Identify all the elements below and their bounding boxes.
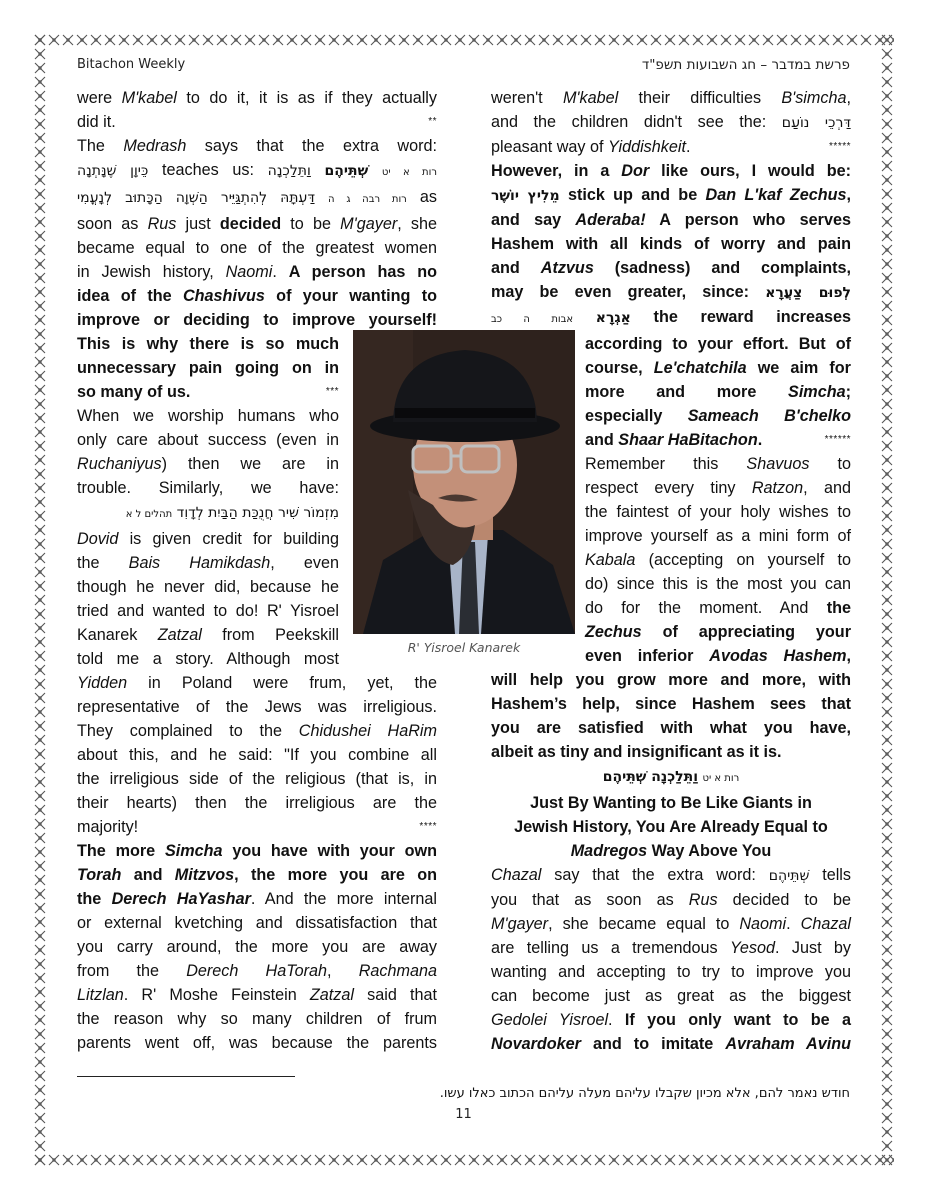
text-line: will help you grow more and more, with (491, 671, 851, 689)
text-line: Kabala (accepting on yourself to (585, 551, 851, 569)
text-line: This is why there is so much (77, 335, 339, 353)
text-line: are telling us a tremendous Yesod. Just by (491, 939, 852, 957)
text-line: became equal to one of the greatest women (77, 239, 437, 257)
hebrew-verse-heading: וַתֵּלַכְנָה שְׁתֵּיהֶם רות א יט (602, 769, 740, 785)
text-line: כֵּיוָן שֶׁנָּתְנָה teaches us: וַתֵּלַכְנָה שְׁתֵּיהֶם רות א יט (77, 161, 437, 179)
text-line: M'gayer, she became equal to Naomi. Chazal (491, 915, 852, 933)
text-line: trouble. Similarly, we have: (77, 479, 339, 497)
text-line: the reason why so many children of frum (77, 1010, 437, 1028)
text-line: do for the moment. And the (585, 599, 851, 617)
text-line: and say Aderaba! A person who serves (491, 211, 851, 229)
border-left (33, 33, 47, 1167)
text-line: Gedolei Yisroel. If you only want to be a (491, 1011, 851, 1029)
text-line: unnecessary pain going on in (77, 359, 339, 377)
portrait-photo (353, 330, 575, 634)
text-line: the irreligious side of the religious (that is, in (77, 770, 437, 788)
text-line: in Jewish history, Naomi. A person has no (77, 263, 437, 281)
text-line: about this, and he said: "If you combine all (77, 746, 437, 764)
source-citation: רות א יט (702, 773, 740, 784)
text-line: Torah and Mitzvos, the more you are on (77, 866, 437, 884)
text-line: the Derech HaYashar. And the more internal (77, 890, 437, 908)
text-line: you are satisfied with what you have, (491, 719, 851, 737)
hebrew-quote: כֵּיוָן שֶׁנָּתְנָה (77, 163, 149, 179)
text-line: wanting and accepting to try to improve you (491, 963, 851, 981)
text-line: especially Sameach B'chelko (585, 407, 851, 425)
footnote-separator (77, 1076, 295, 1077)
source-citation: אבות ה כב (491, 314, 574, 325)
section-heading-line-3: Madregos Way Above You (570, 842, 772, 860)
text-line: Kanarek Zatzal from Peekskill (77, 626, 339, 644)
source-citation: רות רבה ג ה (328, 194, 407, 205)
border-right (880, 33, 894, 1167)
text-line: from the Derech HaTorah, Rachmana (77, 962, 437, 980)
section-heading-line-2: Jewish History, You Are Already Equal to (514, 818, 828, 836)
text-line: אבות ה כב אַגְרָא the reward increases (491, 308, 851, 326)
portrait-illustration-icon (353, 330, 575, 634)
text-line: and Atzvus (sadness) and complaints, (491, 259, 852, 277)
hebrew-quote: וַתֵּלַכְנָה (267, 163, 311, 179)
hebrew-quote: אַגְרָא (595, 310, 631, 326)
text-line: so many of us. *** (77, 380, 339, 404)
text-line: and the children didn't see the: דַּרְכֵי נוֹעַם (491, 113, 851, 131)
text-line: They complained to the Chidushei HaRim (77, 722, 437, 740)
page-number: 11 (455, 1107, 472, 1122)
text-line: you carry around, the more you are away (77, 938, 437, 956)
text-line: מֵלִיץ יוֹשֶׁר stick up and be Dan L'kaf Zechus, (491, 186, 851, 204)
text-line: may be even greater, since: לְפוּם צַעֲרָא (491, 283, 852, 301)
section-separator: ** (428, 116, 437, 127)
text-line: Remember this Shavuos to (585, 455, 852, 473)
text-line: Novardoker and to imitate Avraham Avinu (491, 1035, 851, 1053)
text-line: representative of the Jews was irreligious. (77, 698, 437, 716)
text-line: their hearts) then the irreligious are the (77, 794, 437, 812)
hebrew-quote: מִזְמוֹר שִׁיר חֲנֻכַּת הַבַּיִת לְדָוִד (176, 505, 339, 521)
hebrew-quote: דַּרְכֵי נוֹעַם (781, 115, 851, 131)
text-line: The more Simcha you have with your own (77, 842, 437, 860)
text-line: only care about success (even in (77, 431, 339, 449)
text-line: Dovid is given credit for building (77, 530, 339, 548)
text-line: Hashem with all kinds of worry and pain (491, 235, 851, 253)
text-line: דַּעְתָּהּ לְהִתְגַּיֵּיר הַשְׁוָה הַכָּתוּב לְנָעֳמִי רות רבה ג ה as (77, 188, 438, 206)
text-line: told me a story. Although most (77, 650, 339, 668)
text-line: do) since this is the most you can (585, 575, 851, 593)
text-line: majority! **** (77, 815, 437, 839)
text-line: weren't M'kabel their difficulties B'simcha, (491, 89, 851, 107)
text-line: were M'kabel to do it, it is as if they actually (77, 89, 437, 107)
text-line: Yidden in Poland were frum, yet, the (77, 674, 437, 692)
text-line: albeit as tiny and insignificant as it is. (491, 743, 782, 761)
section-separator: ****** (824, 434, 851, 445)
publication-title: Bitachon Weekly (77, 57, 186, 72)
text-line: even inferior Avodas Hashem, (585, 647, 851, 665)
text-line: Ruchaniyus) then we are in (77, 455, 339, 473)
text-line: course, Le'chatchila we aim for (585, 359, 851, 377)
text-line: idea of the Chashivus of your wanting to (77, 287, 437, 305)
text-line: Hashem’s help, since Hashem sees that (491, 695, 851, 713)
text-line: did it. ** (77, 110, 437, 134)
text-line: tried and wanted to do! R' Yisroel (77, 602, 339, 620)
text-line (77, 500, 339, 527)
hebrew-quote: דַּעְתָּהּ לְהִתְגַּיֵּיר הַשְׁוָה הַכָּתוּב לְנָעֳמִי (77, 190, 315, 206)
text-line: can become just as great as the biggest (491, 987, 851, 1005)
text-line: you that as soon as Rus decided to be (491, 891, 851, 909)
text-line: Zechus of appreciating your (585, 623, 851, 641)
border-top (33, 33, 894, 47)
photo-caption: R' Yisroel Kanarek (407, 640, 521, 655)
section-separator: ***** (829, 141, 851, 152)
section-separator: *** (325, 386, 339, 397)
text-line: The Medrash says that the extra word: (77, 137, 437, 155)
text-line: improve or deciding to improve yourself! (77, 311, 437, 329)
text-line: according to your effort. But of (585, 335, 851, 353)
hebrew-quote: לְפוּם צַעֲרָא (765, 285, 852, 301)
text-line: the Bais Hamikdash, even (77, 554, 339, 572)
hebrew-quote: מֵלִיץ יוֹשֶׁר (491, 188, 560, 204)
section-heading-line-1: Just By Wanting to Be Like Giants in (530, 794, 812, 812)
section-separator: **** (419, 821, 437, 832)
text-line: Litzlan. R' Moshe Feinstein Zatzal said that (77, 986, 437, 1004)
text-line: or external kvetching and dissatisfaction that (77, 914, 437, 932)
source-citation: תהלים ל א (125, 509, 173, 520)
text-line: soon as Rus just decided to be M'gayer, she (77, 215, 437, 233)
text-line: pleasant way of Yiddishkeit. ***** (491, 135, 851, 159)
text-line: When we worship humans who (77, 407, 339, 425)
hebrew-quote: שְׁתֵּיהֶם (768, 868, 810, 884)
text-line: Chazal say that the extra word: שְׁתֵּיהֶם tells (491, 866, 851, 884)
issue-title-hebrew: פרשת במדבר – חג השבועות תשפ"ד (641, 57, 850, 73)
text-line: the faintest of your holy wishes to (585, 503, 851, 521)
source-citation: רות א יט (381, 167, 437, 178)
text-line: more and more Simcha; (585, 383, 851, 401)
border-bottom (33, 1153, 894, 1167)
text-line: parents went off, was because the parents (77, 1034, 437, 1052)
text-line: improve yourself as a mini form of (585, 527, 851, 545)
text-line: though he never did, because he (77, 578, 339, 596)
text-line: respect every tiny Ratzon, and (585, 479, 851, 497)
text-line: and Shaar HaBitachon. ****** (585, 428, 851, 452)
footnote-text: חודש נאמר להם, אלא מכיון שקבלו עליהם מעלה עליהם הכתוב כאלו עשו. (439, 1086, 850, 1101)
text-line: However, in a Dor like ours, I would be: (491, 162, 851, 180)
